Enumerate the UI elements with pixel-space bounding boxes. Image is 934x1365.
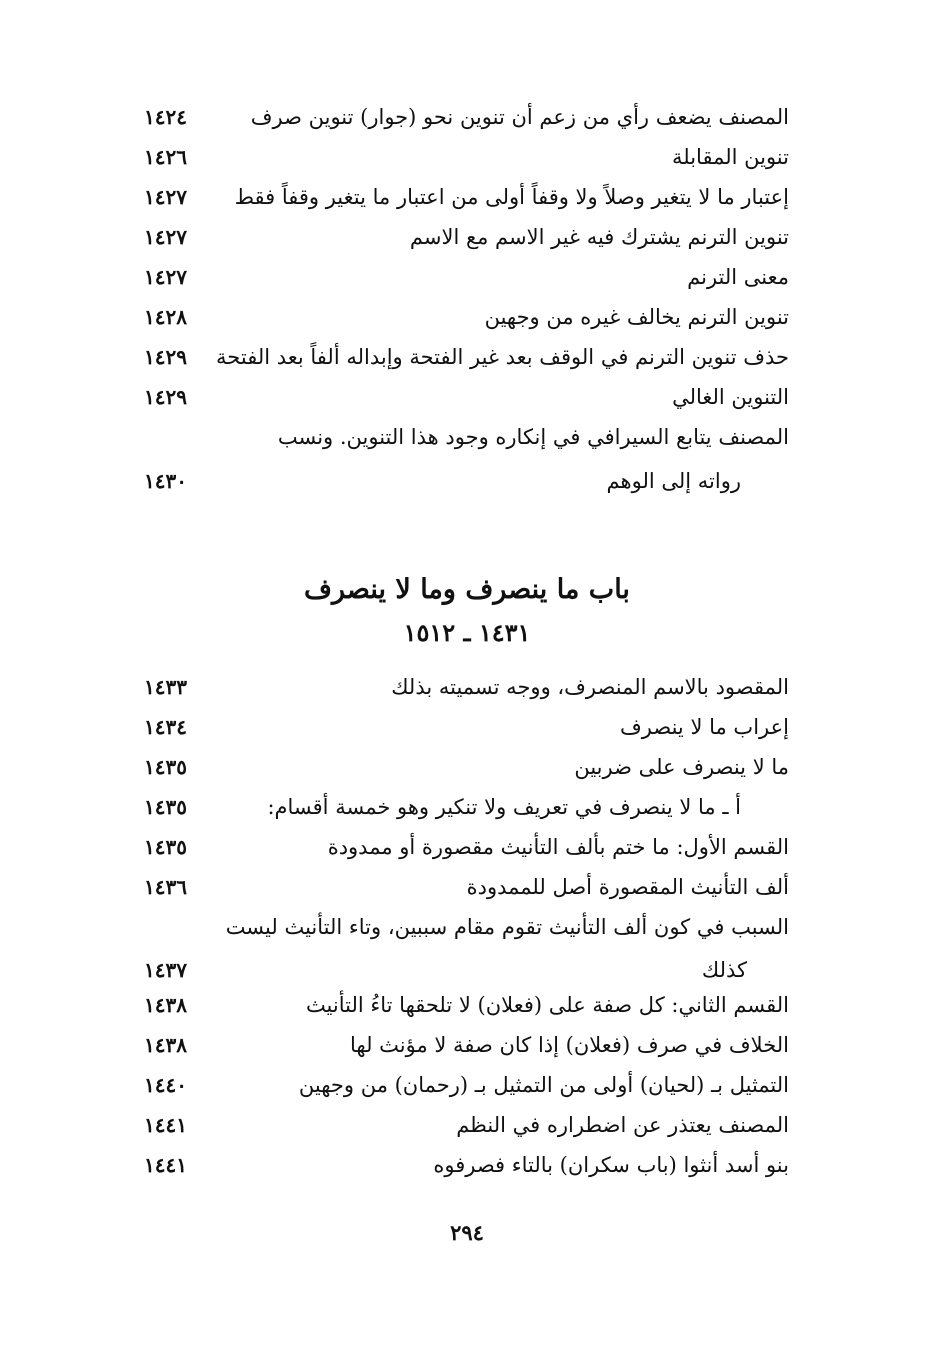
entry-text: بنو أسد أنثوا (باب سكران) بالتاء فصرفوه [433,1153,789,1177]
entry-page-number: ١٤٣٨ [144,1033,187,1057]
entry-page-number: ١٤٤١ [144,1113,187,1137]
entry-text: كذلك [701,958,747,982]
index-entry [144,1030,789,1060]
entry-page-number: ١٤٣٤ [144,715,187,739]
entry-text: معنى الترنم [687,265,789,289]
entry-text: الخلاف في صرف (فعلان) إذا كان صفة لا مؤنث لها [350,1033,789,1057]
index-entry [144,262,789,292]
index-entry [144,1150,789,1180]
index-entry [144,1070,789,1100]
entry-text: القسم الثاني: كل صفة على (فعلان) لا تلحقها تاءُ التأنيث [305,993,789,1017]
entry-text: أ ـ ما لا ينصرف في تعريف ولا تنكير وهو خمسة أقسام: [267,795,741,819]
entry-page-number: ١٤٣٨ [144,993,187,1017]
entry-text: تنوين الترنم يخالف غيره من وجهين [484,305,789,329]
index-entry [144,712,789,742]
entry-page-number: ١٤٣٥ [144,835,187,859]
entry-text: رواته إلى الوهم [606,469,741,493]
entry-text: إعتبار ما لا يتغير وصلاً ولا وقفاً أولى من اعتبار ما يتغير وقفاً فقط [234,185,789,209]
index-entry [144,382,789,412]
entry-page-number: ١٤٢٩ [144,345,187,369]
entry-text: تنوين المقابلة [672,145,789,169]
entry-page-number: ١٤٢٧ [144,265,187,289]
entry-text: التمثيل بـ (لحيان) أولى من التمثيل بـ (رحمان) من وجهين [298,1073,789,1097]
entry-text: المقصود بالاسم المنصرف، ووجه تسميته بذلك [391,675,789,699]
entry-page-number: ١٤٣٥ [144,755,187,779]
entry-text: ما لا ينصرف على ضربين [574,755,789,779]
entry-text: حذف تنوين الترنم في الوقف بعد غير الفتحة وإبداله ألفاً بعد الفتحة [216,345,789,369]
entry-text: التنوين الغالي [672,385,789,409]
chapter-title: باب ما ينصرف وما لا ينصرف [304,574,630,605]
entry-text: المصنف يعتذر عن اضطراره في النظم [456,1113,789,1137]
entry-text: ألف التأنيث المقصورة أصل للممدودة [466,875,789,899]
index-entry [144,792,789,822]
index-entry [144,142,789,172]
index-entry [144,1110,789,1140]
index-entry [144,672,789,702]
entry-page-number: ١٤٣٧ [144,958,187,982]
index-entry [144,912,789,942]
entry-page-number: ١٤٣٠ [144,469,187,493]
entry-page-number: ١٤٢٧ [144,225,187,249]
entry-page-number: ١٤٣٣ [144,675,187,699]
entry-page-number: ١٤٣٦ [144,875,187,899]
index-entry [144,832,789,862]
entry-page-number: ١٤٢٤ [144,105,187,129]
index-entry [144,222,789,252]
index-entry [144,182,789,212]
entry-page-number: ١٤٢٦ [144,145,187,169]
index-entry [144,102,789,132]
index-entry [144,302,789,332]
entry-page-number: ١٤٢٨ [144,305,187,329]
entry-text: السبب في كون ألف التأنيث تقوم مقام سببين، وتاء التأنيث ليست [225,915,789,939]
entry-text: إعراب ما لا ينصرف [620,715,789,739]
page-number: ٢٩٤ [450,1220,484,1245]
index-entry [144,342,789,372]
entry-page-number: ١٤٣٥ [144,795,187,819]
entry-text: تنوين الترنم يشترك فيه غير الاسم مع الاسم [409,225,789,249]
chapter-page-range: ١٤٣١ ـ ١٥١٢ [403,618,531,647]
index-entry [144,422,789,452]
index-entry [144,752,789,782]
entry-text: المصنف يضعف رأي من زعم أن تنوين نحو (جوار) تنوين صرف [250,105,789,129]
index-entry-continuation [144,466,789,496]
entry-page-number: ١٤٤٠ [144,1073,187,1097]
entry-page-number: ١٤٢٩ [144,385,187,409]
index-entry [144,990,789,1020]
entry-text: القسم الأول: ما ختم بألف التأنيث مقصورة أو ممدودة [327,835,789,859]
index-entry [144,872,789,902]
entry-text: المصنف يتابع السيرافي في إنكاره وجود هذا التنوين. ونسب [277,425,789,449]
entry-page-number: ١٤٢٧ [144,185,187,209]
index-entry-continuation [144,955,789,985]
entry-page-number: ١٤٤١ [144,1153,187,1177]
